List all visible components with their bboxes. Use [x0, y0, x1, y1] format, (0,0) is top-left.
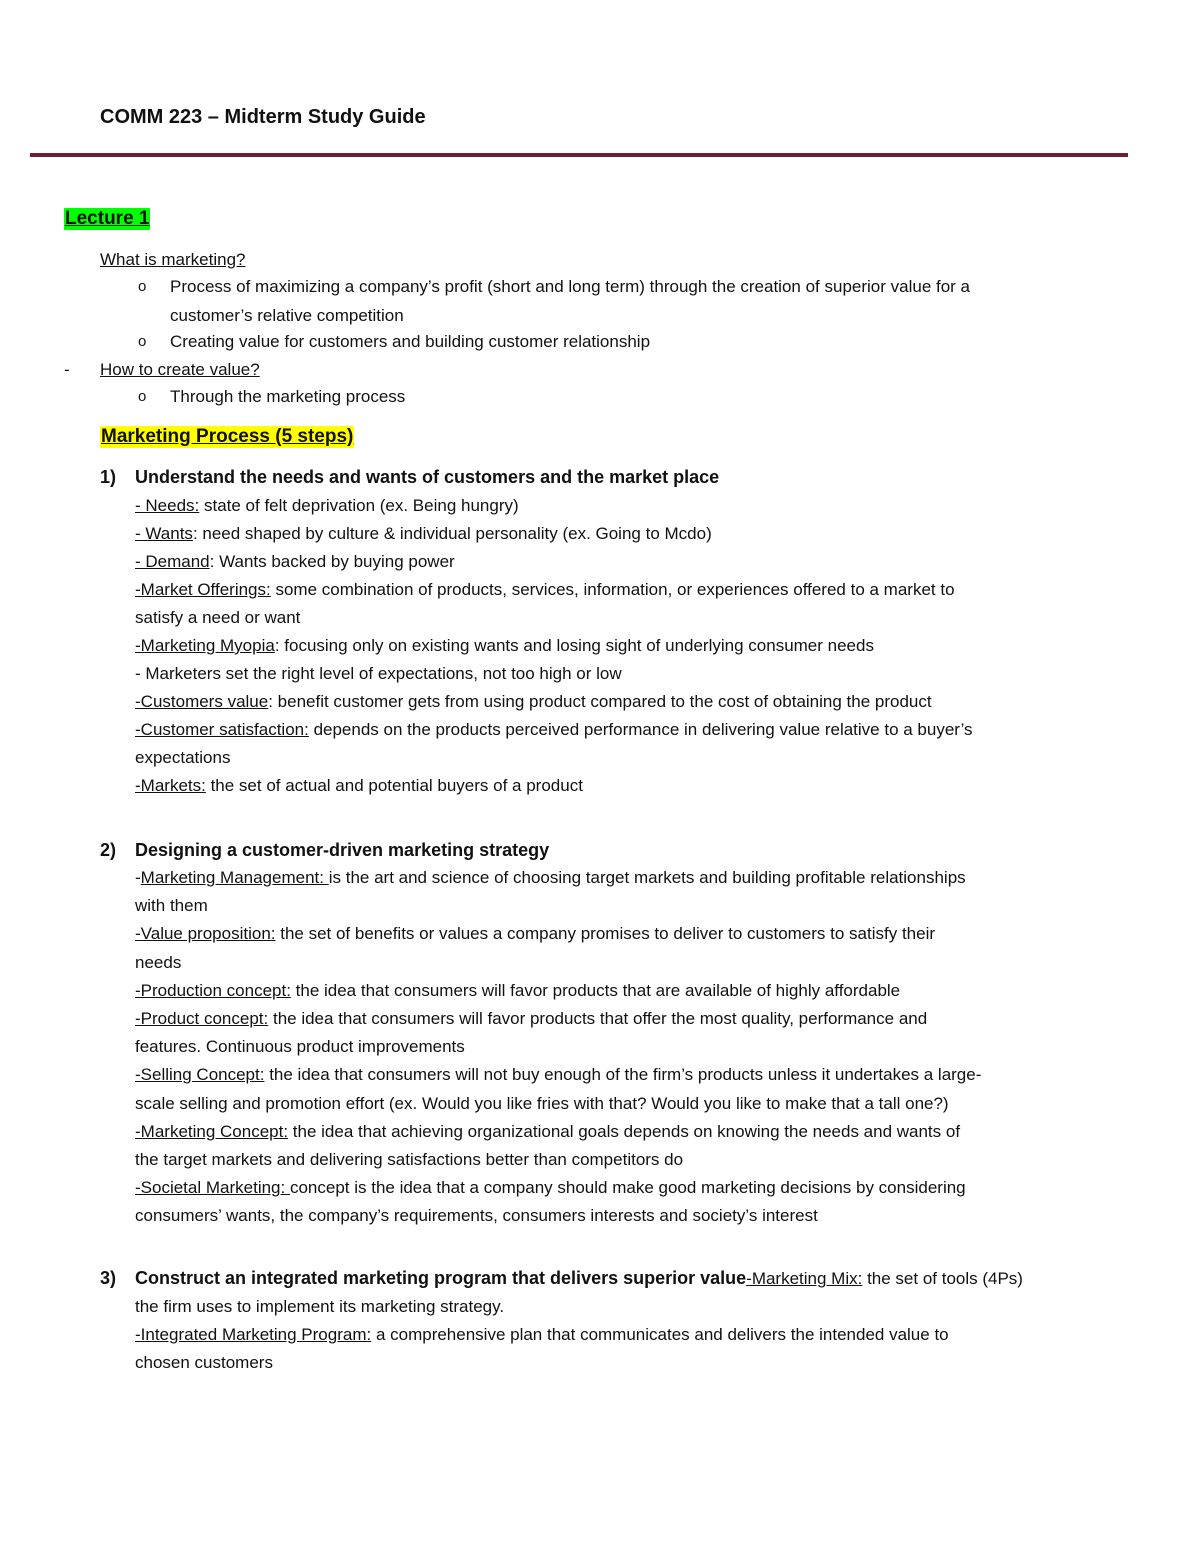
marketing-process-heading: Marketing Process (5 steps) [101, 426, 354, 447]
marketing-definition-line-1: Process of maximizing a company’s profit (short and long term) through the creation of superior value for a [170, 277, 971, 296]
definition-term: -Societal Marketing: [135, 1178, 290, 1198]
definition-line [135, 607, 300, 629]
definition-text: expectations [135, 748, 231, 767]
definition-term: -Customer satisfaction: [135, 720, 309, 739]
definition-term: -Production concept: [135, 980, 291, 1000]
step-3-title: Construct an integrated marketing program that delivers superior value [135, 1268, 747, 1288]
definition-line [135, 952, 181, 974]
definition-line [135, 1352, 273, 1374]
create-value-answer: Through the marketing process [170, 387, 406, 406]
definition-marketing-mix: the set of tools (4Ps) [862, 1269, 1023, 1288]
definition-text: features. Continuous product improvements [135, 1037, 465, 1057]
definition-line [135, 1064, 981, 1086]
definition-term: -Marketing Concept: [135, 1121, 289, 1141]
definition-text: the set of benefits or values a company promises to deliver to customers to satisfy their [275, 924, 936, 944]
definition-line [135, 495, 519, 517]
definition-text: : benefit customer gets from using product compared to the cost of obtaining the product [268, 692, 932, 711]
definition-line [135, 523, 712, 545]
bullet-symbol: o [138, 388, 147, 405]
definition-text: the target markets and delivering satisfactions better than competitors do [135, 1150, 684, 1169]
definition-line [135, 895, 208, 917]
definition-text: the idea that consumers will favor products that offer the most quality, performance and [268, 1009, 928, 1028]
definition-text: a comprehensive plan that communicates and delivers the intended value to [371, 1325, 949, 1344]
definition-line [135, 663, 622, 685]
definition-line [135, 1205, 818, 1227]
definition-line [135, 1296, 504, 1318]
definition-text: the idea that consumers will not buy enough of the firm’s products unless it undertakes a large- [264, 1065, 982, 1085]
definition-prefix: - [135, 868, 141, 887]
marketing-definition-line-3: Creating value for customers and building customer relationship [170, 332, 651, 351]
definition-line [135, 867, 966, 889]
definition-term: -Product concept: [135, 1009, 269, 1028]
definition-text: the set of actual and potential buyers of a product [205, 776, 583, 795]
question-how-to-create-value: How to create value? [100, 360, 260, 379]
definition-term: -Markets: [135, 776, 206, 795]
marketing-definition-line-2: customer’s relative competition [170, 306, 404, 325]
definition-line [135, 719, 973, 741]
step-number: 2) [100, 840, 117, 860]
definition-line [135, 1324, 949, 1346]
definition-term: -Integrated Marketing Program: [135, 1325, 372, 1344]
document-title: COMM 223 – Midterm Study Guide [100, 106, 426, 128]
definition-line [135, 1149, 683, 1171]
definition-term: - Demand [135, 552, 210, 571]
definition-text: consumers’ wants, the company’s requirements, consumers interests and society’s interest [135, 1206, 818, 1226]
dash-marker: - [64, 360, 70, 379]
definition-line [135, 747, 230, 769]
definition-line [135, 1036, 465, 1058]
definition-text: needs [135, 952, 182, 972]
definition-line [135, 1008, 927, 1030]
definition-text: : need shaped by culture & individual personality (ex. Going to Mcdo) [192, 524, 712, 543]
definition-text: - Marketers set the right level of expectations, not too high or low [135, 664, 622, 683]
definition-line [135, 691, 932, 713]
definition-line [135, 1177, 966, 1199]
definition-term: -Market Offerings: [135, 580, 271, 599]
header-divider [30, 153, 1128, 157]
definition-text: the idea that achieving organizational goals depends on knowing the needs and wants of [288, 1121, 961, 1141]
step-3-title-line [135, 1267, 1023, 1290]
definition-term: -Customers value [135, 692, 269, 711]
definition-text: the firm uses to implement its marketing strategy. [135, 1297, 505, 1316]
definition-term: -Marketing Myopia [135, 636, 275, 655]
definition-text: the idea that consumers will favor products that are available of highly affordable [290, 980, 901, 1000]
question-what-is-marketing: What is marketing? [100, 250, 246, 269]
definition-text: scale selling and promotion effort (ex. Would you like fries with that? Would you like to make that a tall one?) [135, 1093, 949, 1113]
step-2-title: Designing a customer-driven marketing strategy [135, 840, 550, 860]
definition-line [135, 980, 900, 1002]
bullet-symbol: o [138, 333, 147, 350]
definition-text: some combination of products, services, information, or experiences offered to a market to [270, 580, 955, 599]
definition-term: -Value proposition: [135, 924, 276, 944]
definition-term: Marketing Management: [140, 868, 329, 887]
definition-text: satisfy a need or want [135, 608, 301, 627]
definition-line [135, 923, 935, 945]
definition-text: concept is the idea that a company should make good marketing decisions by considering [289, 1178, 966, 1198]
definition-text: : focusing only on existing wants and losing sight of underlying consumer needs [274, 636, 874, 655]
definition-term: - Needs: [135, 496, 200, 515]
definition-text: with them [135, 896, 208, 916]
definition-text: is the art and science of choosing target markets and building profitable relationships [328, 868, 966, 887]
definition-line [135, 635, 874, 657]
term-marketing-mix: -Marketing Mix: [746, 1269, 863, 1288]
definition-line [135, 1121, 960, 1143]
step-number: 1) [100, 467, 117, 487]
definition-line [135, 1093, 949, 1115]
definition-text: state of felt deprivation (ex. Being hungry) [199, 496, 519, 515]
definition-text: depends on the products perceived performance in delivering value relative to a buyer’s [308, 720, 973, 739]
definition-line [135, 775, 583, 797]
step-1-title: Understand the needs and wants of customers and the market place [135, 467, 720, 487]
definition-text: chosen customers [135, 1353, 273, 1372]
definition-text: : Wants backed by buying power [209, 552, 455, 571]
step-number: 3) [100, 1268, 117, 1288]
lecture-heading: Lecture 1 [65, 208, 150, 229]
definition-line [135, 551, 455, 573]
definition-line [135, 579, 955, 601]
bullet-symbol: o [138, 278, 147, 295]
definition-term: - Wants [135, 524, 193, 543]
definition-term: -Selling Concept: [135, 1065, 265, 1085]
